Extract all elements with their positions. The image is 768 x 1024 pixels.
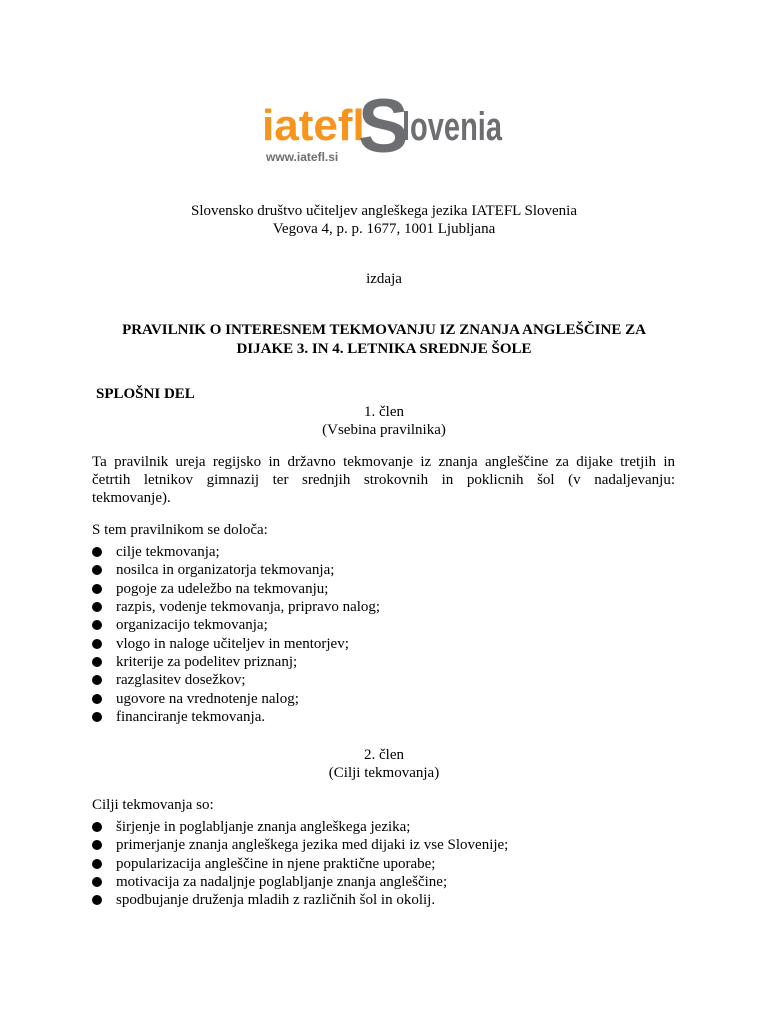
paragraph-line: tekmovanje). [92,490,171,506]
bullet-icon [92,565,102,575]
bullet-icon [92,822,102,832]
list-item-text: primerjanje znanja angleškega jezika med dijaki iz vse Slovenije; [116,837,509,854]
document-title [90,321,678,359]
logo-url-text: www.iatefl.si [266,150,339,164]
bullet-icon [92,602,102,612]
article-1-paragraph [92,453,675,507]
title-line-2: DIJAKE 3. IN 4. LETNIKA SREDNJE ŠOLE [236,341,532,357]
list-item [92,671,380,689]
bullet-icon [92,840,102,850]
list-item-text: pogoje za udeležbo na tekmovanju; [116,580,329,597]
list-item [92,543,380,561]
list-item-text: organizacijo tekmovanja; [116,617,268,634]
list-item [92,598,380,616]
bullet-icon [92,712,102,722]
bullet-icon [92,620,102,630]
list-item [92,891,508,909]
organization-address: Vegova 4, p. p. 1677, 1001 Ljubljana [272,221,496,237]
iatefl-slovenia-logo [262,86,504,168]
article-number: 1. člen [364,404,404,420]
list-item-text: nosilca in organizatorja tekmovanja; [116,562,335,579]
list-item-text: spodbujanje druženja mladih z različnih šol in okolij. [116,892,436,909]
article-subtitle: (Vsebina pravilnika) [322,422,446,438]
list-item [92,873,508,891]
organization-name: Slovensko društvo učiteljev angleškega jezika IATEFL Slovenia [190,203,578,219]
list-item [92,561,380,579]
bullet-icon [92,859,102,869]
list-item-text: kriterije za podelitev priznanj; [116,653,298,670]
list-item-text: širjenje in poglabljanje znanja angleškega jezika; [116,819,411,836]
bullet-icon [92,895,102,905]
bullet-icon [92,584,102,594]
list-item [92,818,508,836]
paragraph-line: četrtih letnikov gimnazij ter srednjih strokovnih in poklicnih šol (v nadaljevanju: [92,472,675,488]
list-item-text: popularizacija angleščine in njene praktične uporabe; [116,855,436,872]
article-1-list [92,543,380,726]
list-item-text: razpis, vodenje tekmovanja, pripravo nalog; [116,599,381,616]
article-2-heading [0,746,768,782]
list-item [92,836,508,854]
article-subtitle: (Cilji tekmovanja) [328,765,440,781]
logo-iatefl-text: iatefl [262,101,365,150]
article-2-intro: Cilji tekmovanja so: [92,797,214,813]
list-item-text: cilje tekmovanja; [116,544,220,561]
article-1-intro: S tem pravilnikom se določa: [92,522,268,538]
bullet-icon [92,694,102,704]
list-item [92,580,380,598]
bullet-icon [92,547,102,557]
list-item-text: razglasitev dosežkov; [116,672,246,689]
list-item [92,689,380,707]
article-number: 2. člen [364,747,404,763]
article-2-list [92,818,508,909]
bullet-icon [92,639,102,649]
list-item-text: ugovore na vrednotenje nalog; [116,690,299,707]
paragraph-line: Ta pravilnik ureja regijsko in državno tekmovanje iz znanja angleščine za dijake tretjih in [92,454,675,470]
list-item [92,708,380,726]
bullet-icon [92,675,102,685]
list-item [92,634,380,652]
logo-lovenia-text: lovenia [402,105,503,149]
section-heading: SPLOŠNI DEL [96,386,195,402]
organization-block [0,202,768,238]
logo-s-letter: S [358,84,409,169]
bullet-icon [92,877,102,887]
publisher-note: izdaja [366,271,402,287]
list-item-text: motivacija za nadaljnje poglabljanje znanja angleščine; [116,874,448,891]
list-item [92,855,508,873]
list-item [92,653,380,671]
list-item-text: financiranje tekmovanja. [116,708,266,725]
article-1-heading [0,403,768,439]
list-item [92,616,380,634]
list-item-text: vlogo in naloge učiteljev in mentorjev; [116,635,349,652]
title-line-1: PRAVILNIK O INTERESNEM TEKMOVANJU IZ ZNANJA ANGLEŠČINE ZA [122,322,646,338]
bullet-icon [92,657,102,667]
